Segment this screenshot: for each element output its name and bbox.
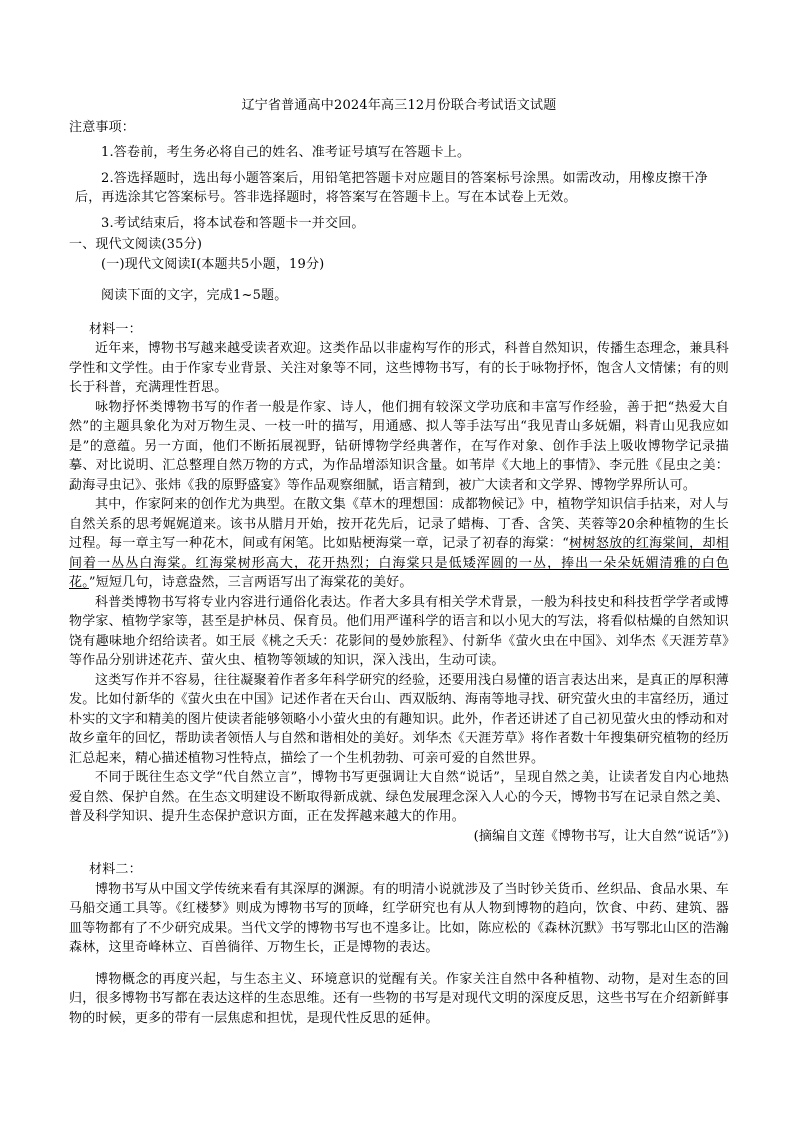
exam-title: 辽宁省普通高中2024年高三12月份联合考试语文试题 (241, 98, 557, 113)
material-1-paragraph: 不同于既往生态文学“代自然立言”，博物书写更强调让大自然“说话”，呈现自然之美，让读者发自内心地热爱自然、保护自然。在生态文明建设不断取得新成就、绿色发展理念深入人心的今天，博物书写在记录自然之美、普及科学知识、提升生态保护意识方面，正在发挥越来越大的作用。 (69, 770, 730, 824)
material-2-label: 材料二： (89, 862, 142, 877)
subsection-heading: (一)现代文阅读Ⅰ(本题共5小题，19分) (101, 256, 325, 272)
material-1-paragraph: 近年来，博物书写越来越受读者欢迎。这类作品以非虚构写作的形式，科普自然知识，传播生态理念，兼具科学性和文学性。由于作家专业背景、关注对象等不同，这些博物书写，有的长于咏物抒怀，饱含人文情愫；有的则长于科普，充满理性哲思。 (69, 341, 730, 395)
note-2: 2.答选择题时，选出每小题答案后，用铅笔把答题卡对应题目的答案标号涂黑。如需改动，用橡皮擦干净后，再选涂其它答案标号。答非选择题时，将答案写在答题卡上。写在本试卷上无效。 (75, 170, 708, 205)
paragraph-text: ”短短几句，诗意盎然，三言两语写出了海棠花的美好。 (88, 575, 413, 590)
section-heading: 一、现代文阅读(35分) (69, 237, 203, 252)
material-1-paragraph: 咏物抒怀类博物书写的作者一般是作家、诗人，他们拥有较深文学功底和丰富写作经验，善于把“热爱大自然”的主题具象化为对万物生灵、一枝一叶的描写，用通感、拟人等手法写出“我见青山多妩媚，料青山见我应如是”的意蕴。另一方面，他们不断拓展视野，钻研博物学经典著作，在写作对象、创作手法上吸收博物学记录描摹、对比说明、汇总整理自然万物的方式，为作品增添知识含量。如苇岸《大地上的事情》、李元胜《昆虫之美：勐海寻虫记》、张炜《我的原野盛宴》等作品观察细腻，语言精到，被广大读者和文学界、博物学界所认可。 (69, 399, 729, 493)
material-2-paragraph: 博物概念的再度兴起，与生态主义、环境意识的觉醒有关。作家关注自然中各种植物、动物，是对生态的回归，很多博物书写都在表达这样的生态思维。还有一些物的书写是对现代文明的深度反思，这些书写在介绍新鲜事物的时候，更多的带有一层焦虑和担忧，是现代性反思的延伸。 (69, 971, 730, 1026)
note-3: 3.考试结束后，将本试卷和答题卡一并交回。 (101, 215, 365, 231)
material-1-paragraph (69, 495, 729, 593)
notes-heading: 注意事项： (69, 119, 136, 135)
exam-page (69, 96, 729, 1028)
material-1-source: (摘编自文莲《博物书写，让大自然“说话”》) (473, 828, 729, 844)
material-2-paragraph: 博物书写从中国文学传统来看有其深厚的渊源。有的明清小说就涉及了当时钞关货币、丝织品、食品水果、车马船交通工具等。《红楼梦》则成为博物书写的顶峰，红学研究也有从人物到博物的趋向，饮食、中药、建筑、器皿等物都有了不少研究成果。当代文学的博物书写也不遑多让。比如，陈应松的《森林沉默》书写鄂北山区的浩瀚森林，这里奇峰林立、百兽徜徉、万物生长，正是博物的表达。 (69, 881, 730, 955)
reading-instruction: 阅读下面的文字，完成1~5题。 (101, 288, 288, 303)
note-1: 1.答卷前，考生务必将自己的姓名、准考证号填写在答题卡上。 (101, 145, 471, 160)
material-1-paragraph: 这类写作并不容易，往往凝聚着作者多年科学研究的经验，还要用浅白易懂的语言表达出来，是真正的厚积薄发。比如付新华的《萤火虫在中国》记述作者在天台山、西双版纳、海南等地寻找、研究萤火虫的丰富经历，通过朴实的文字和精美的图片使读者能够领略小小萤火虫的有趣知识。此外，作者还讲述了自己初见萤火虫的悸动和对故乡童年的回忆，帮助读者领悟人与自然和谐相处的美好。刘华杰《天涯芳草》将作者数十年搜集研究植物的经历汇总起来，精心描述植物习性特点，描绘了一个生机勃勃、可亲可爱的自然世界。 (69, 672, 730, 766)
underlined-quote: 树树怒放的红海棠间，却相间着一丛丛白海棠。红海棠树形高大，花开热烈；白海棠只是低矮浑圆的一丛，捧出一朵朵妩媚清雅的白色花。 (69, 536, 730, 590)
material-1-label: 材料一： (89, 321, 142, 337)
material-1-paragraph: 科普类博物书写将专业内容进行通俗化表达。作者大多具有相关学术背景，一般为科技史和科技哲学学者或博物学家、植物学家等，甚至是护林员、保育员。他们用严谨科学的语言和以小见大的写法，将看似枯燥的自然知识饶有趣味地介绍给读者。如王辰《桃之夭夭：花影间的曼妙旅程》、付新华《萤火虫在中国》、刘华杰《天涯芳草》等作品分别讲述花卉、萤火虫、植物等领域的知识，深入浅出，生动可读。 (69, 594, 730, 668)
paragraph-text: 其中，作家阿来的创作尤为典型。在散文集《草木的理想国：成都物候记》中，植物学知识信手拈来，对人与自然关系的思考娓娓道来。该书从腊月开始，按开花先后，记录了蜡梅、丁香、含笑、芙蓉等20余种植物的生长过程。每一章主写一种花木，间或有闲笔。比如贴梗海棠一章，记录了初春的海棠：“ (69, 497, 729, 551)
